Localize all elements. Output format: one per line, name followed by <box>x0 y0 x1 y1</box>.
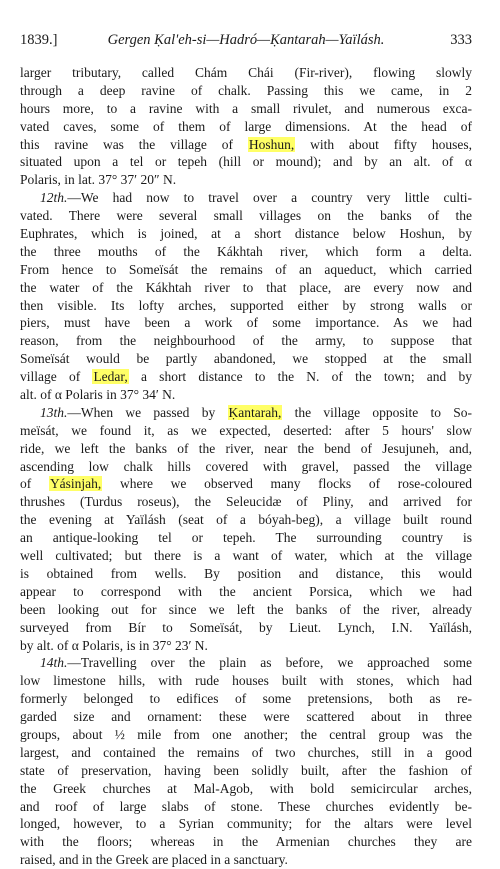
line-text: is obtained from wells. By position and distance, this would <box>20 565 472 581</box>
text-line <box>20 64 472 82</box>
line-text: state of preservation, having been solidly built, after the fashion of <box>20 762 472 778</box>
line-text: and roof of large slabs of stone. These churches evidently be- <box>20 798 472 814</box>
page-number: 333 <box>450 32 472 48</box>
line-text: low limestone hills, with rude houses built with stones, which had <box>20 673 472 689</box>
line-text: this ravine was the village of <box>20 136 248 152</box>
text-line <box>20 690 472 708</box>
text-line <box>20 350 472 368</box>
text-line <box>20 744 472 762</box>
text-line <box>20 601 472 619</box>
line-text: —When we passed by <box>67 404 228 420</box>
entry-date: 14th. <box>40 655 68 671</box>
line-text: groups, about ½ mile from one another; the central group was the <box>20 726 472 742</box>
text-line <box>20 654 472 672</box>
line-text: —We had now to travel over a country very little culti- <box>67 190 472 206</box>
text-line <box>20 440 472 458</box>
text-line <box>20 833 472 851</box>
line-text: with the floors; whereas in the Armenian churches they are <box>20 834 472 850</box>
text-line <box>20 386 472 404</box>
line-text: by alt. of α Polaris, is in 37° 23′ N. <box>20 637 208 653</box>
highlighted-place-name: Ḳantarah, <box>228 404 282 420</box>
line-text: the evening at Yaïlásh (seat of a bóyah-beg), a village built round <box>20 512 472 528</box>
text-line <box>20 297 472 315</box>
entry-date: 13th. <box>40 404 68 420</box>
line-text: raised, and in the Greek are placed in a sanctuary. <box>20 852 288 868</box>
line-text: ascending low chalk hills covered with gravel, passed the village <box>20 458 472 474</box>
line-text: vated. There were several small villages on the banks of the <box>20 208 472 224</box>
line-text: of <box>20 476 49 492</box>
text-line <box>20 851 472 869</box>
text-line <box>20 225 472 243</box>
highlighted-place-name: Hoshun, <box>248 136 295 152</box>
text-line <box>20 171 472 189</box>
text-line <box>20 619 472 637</box>
line-text: where we observed many flocks of rose-coloured <box>102 476 472 492</box>
line-text: vated caves, some of them of large dimensions. At the head of <box>20 118 472 134</box>
text-line <box>20 118 472 136</box>
line-text: larger tributary, called Chám Chái (Fir-river), flowing slowly <box>20 65 472 80</box>
text-line <box>20 404 472 422</box>
text-line <box>20 780 472 798</box>
line-text: ride, we left the banks of the river, near the bend of Jesujuneh, and, <box>20 440 472 456</box>
line-text: Polaris, in lat. 37° 37′ 20″ N. <box>20 172 177 188</box>
line-text: the water of the Kákhtah river to that place, are every now and <box>20 279 472 295</box>
line-text: through a deep ravine of chalk. Passing this we came, in 2 <box>20 82 472 98</box>
text-line <box>20 547 472 565</box>
text-line <box>20 475 472 493</box>
line-text: well cultivated; but there is a want of water, which at the village <box>20 548 472 564</box>
line-text: thrushes (Turdus roseus), the Seleucidæ of Pliny, and arrived for <box>20 494 472 510</box>
line-text: From hence to Someïsát the remains of an aqueduct, which carried <box>20 261 472 277</box>
entry-date: 12th. <box>40 190 68 206</box>
line-text: situated upon a tel or tepeh (hill or mound); and by an alt. of α <box>20 154 472 170</box>
text-line <box>20 100 472 118</box>
line-text: Someïsát would be partly abandoned, we stopped at the small <box>20 351 472 367</box>
text-line <box>20 207 472 225</box>
header-year: 1839.] <box>20 32 58 48</box>
line-text: surveyed from Bír to Someïsát, by Lieut. Lynch, I.N. Yaïlásh, <box>20 619 472 635</box>
text-line <box>20 153 472 171</box>
line-text: formerly belonged to edifices of some pretensions, both as re- <box>20 691 472 707</box>
text-line <box>20 726 472 744</box>
header-title: Gergen Ḳal'eh-si—Hadró—Ḳantarah—Yaïlásh. <box>107 32 385 48</box>
text-line <box>20 189 472 207</box>
line-text: the three mouths of the Kákhtah river, which form a delta. <box>20 243 472 259</box>
text-line <box>20 332 472 350</box>
text-line <box>20 82 472 100</box>
text-line <box>20 314 472 332</box>
line-text: longed, however, to a Syrian community; for the altars were level <box>20 816 472 832</box>
line-text: garded size and ornament: these were scattered about in three <box>20 709 472 725</box>
text-line <box>20 815 472 833</box>
running-header <box>20 30 472 50</box>
highlighted-place-name: Ledar, <box>93 369 128 385</box>
text-line <box>20 708 472 726</box>
line-text: Euphrates, which is joined, at a short distance below Hoshun, by <box>20 226 472 242</box>
text-line <box>20 529 472 547</box>
text-line <box>20 493 472 511</box>
text-line <box>20 243 472 261</box>
line-text: largest, and contained the remains of two churches, still in a good <box>20 744 472 760</box>
line-text: reason, from the neighbourhood of the army, to suppose that <box>20 333 472 349</box>
text-line <box>20 798 472 816</box>
line-text: the Greek churches at Mal-Agob, with bold semicircular arches, <box>20 780 472 796</box>
line-text: meïsát, we found it, as we expected, deserted: after 5 hours' slow <box>20 422 472 438</box>
text-line <box>20 583 472 601</box>
line-text: piers, must have been a work of some importance. As we had <box>20 315 472 331</box>
body-text <box>20 64 472 869</box>
line-text: then visible. Its lofty arches, supported either by strong walls or <box>20 297 472 313</box>
text-line <box>20 511 472 529</box>
line-text: an antique-looking tel or tepeh. The surrounding country is <box>20 530 472 546</box>
text-line <box>20 136 472 154</box>
line-text: hours more, to a ravine with a small rivulet, and numerous exca- <box>20 100 472 116</box>
text-line <box>20 458 472 476</box>
text-line <box>20 279 472 297</box>
text-line <box>20 637 472 655</box>
line-text: alt. of α Polaris in 37° 34′ N. <box>20 387 176 403</box>
text-line <box>20 565 472 583</box>
line-text: with about fifty houses, <box>295 136 472 152</box>
line-text: appear to correspond with the ancient Porsica, which we had <box>20 583 472 599</box>
text-line <box>20 422 472 440</box>
line-text: a short distance to the N. of the town; and by <box>128 369 473 385</box>
line-text: village of <box>20 369 93 385</box>
highlighted-place-name: Yásinjah, <box>49 476 102 492</box>
text-line <box>20 368 472 386</box>
line-text: —Travelling over the plain as before, we approached some <box>67 655 472 671</box>
text-line <box>20 762 472 780</box>
line-text: been looking out for since we left the banks of the river, already <box>20 601 472 617</box>
text-line <box>20 261 472 279</box>
text-line <box>20 672 472 690</box>
line-text: the village opposite to So- <box>282 404 473 420</box>
